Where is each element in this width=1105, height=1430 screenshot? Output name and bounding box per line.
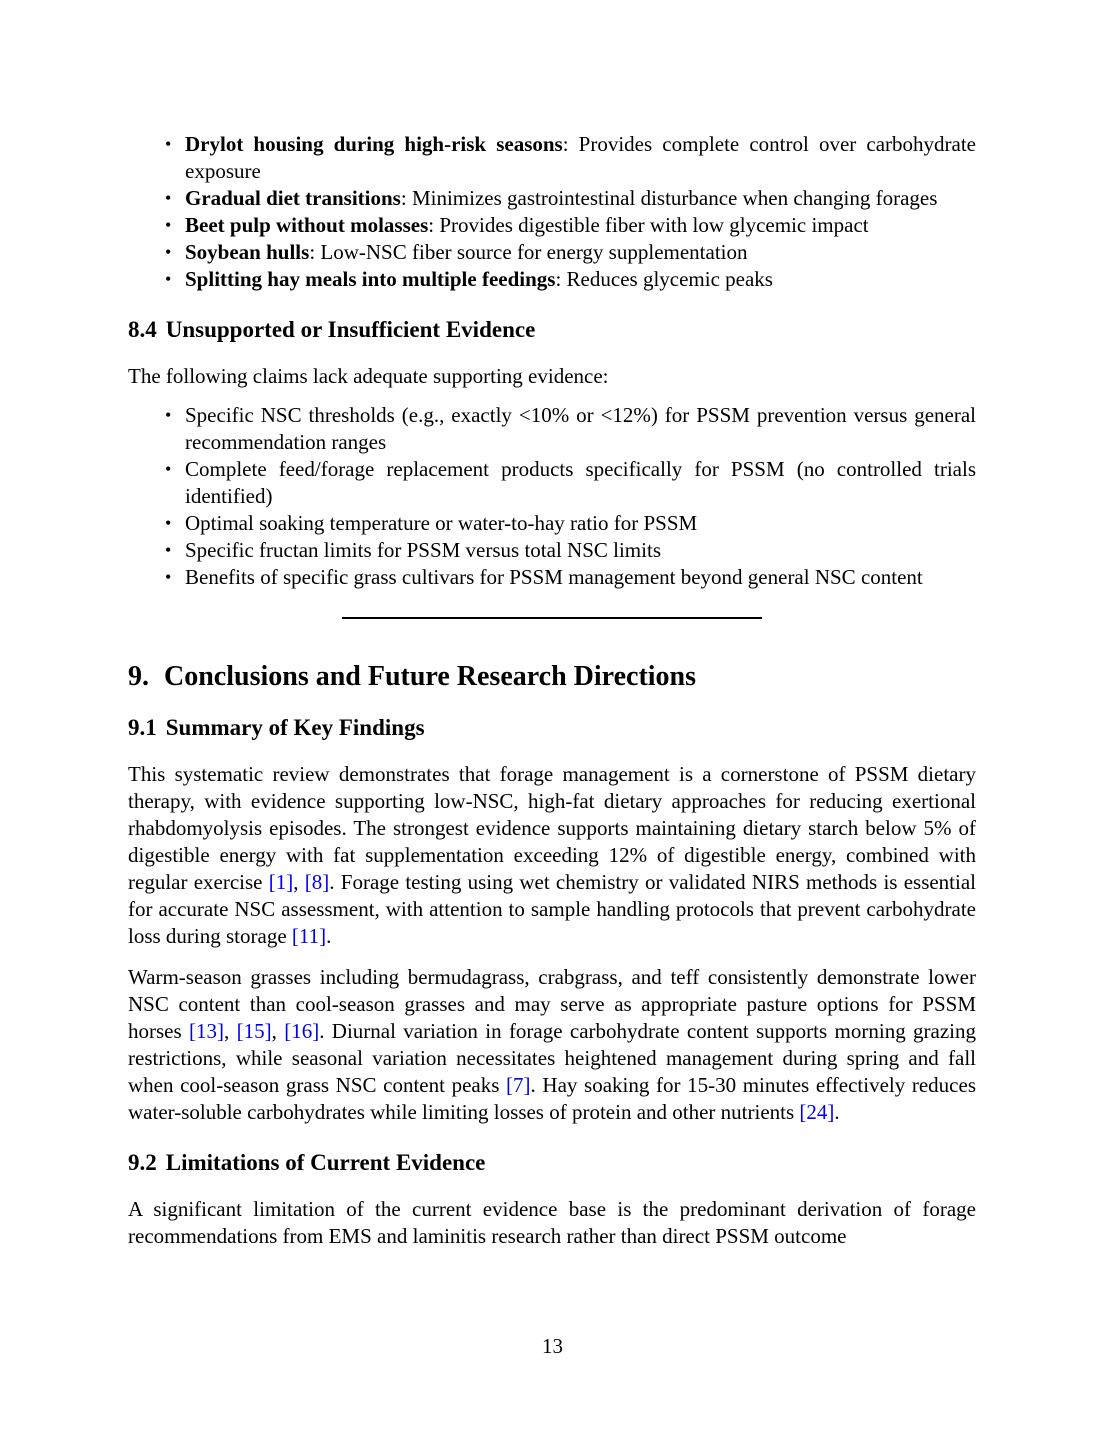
- list-desc: Minimizes gastrointestinal disturbance when changing forages: [411, 186, 938, 210]
- citation-link[interactable]: [1]: [268, 870, 294, 894]
- unsupported-evidence-list: [128, 402, 976, 591]
- list-item: [128, 266, 976, 293]
- heading-number: 9.1: [128, 715, 157, 740]
- text-run: .: [326, 924, 332, 948]
- page-number: 13: [542, 1334, 563, 1358]
- heading-9: [128, 661, 976, 693]
- bullet-icon: •: [165, 567, 172, 587]
- text-run: . Forage testing using wet chemistry or validated NIRS methods is essential for accurate NSC assessment, with attention to sample handling protocols that prevent carbohydrate loss during storage: [128, 870, 977, 948]
- list-text: Specific NSC thresholds (e.g., exactly <10% or <12%) for PSSM prevention versus general recommendation ranges: [185, 403, 976, 454]
- list-term: Drylot housing during high-risk seasons: [185, 132, 563, 156]
- term-separator: :: [562, 132, 579, 156]
- text-run: ,: [224, 1019, 237, 1043]
- list-item: [128, 131, 976, 185]
- bullet-icon: •: [165, 269, 172, 289]
- section-divider: [342, 617, 762, 619]
- text-run: ,: [293, 870, 305, 894]
- limitations-paragraph: A significant limitation of the current evidence base is the predominant derivation of forage recommendations from EMS and laminitis research rather than direct PSSM outcome: [128, 1197, 976, 1248]
- term-separator: :: [309, 240, 321, 264]
- list-item-body: [185, 185, 976, 212]
- list-item: [128, 402, 976, 456]
- list-term: Gradual diet transitions: [185, 186, 401, 210]
- list-item: [128, 456, 976, 510]
- term-separator: :: [428, 213, 440, 237]
- list-term: Soybean hulls: [185, 240, 310, 264]
- list-term: Splitting hay meals into multiple feedings: [185, 267, 556, 291]
- heading-9-1: [128, 715, 976, 741]
- text-run: . Hay soaking for 15-30 minutes effectively reduces water-soluble carbohydrates while limiting losses of protein and other nutrients: [128, 1073, 976, 1124]
- summary-paragraph-1: [128, 761, 976, 950]
- heading-number: 9.2: [128, 1150, 157, 1175]
- heading-title: Unsupported or Insufficient Evidence: [165, 317, 536, 342]
- list-item: [128, 185, 976, 212]
- citation-link[interactable]: [8]: [304, 870, 330, 894]
- list-text: Benefits of specific grass cultivars for PSSM management beyond general NSC content: [185, 565, 923, 589]
- citation-link[interactable]: [7]: [506, 1073, 531, 1097]
- heading-8-4: [128, 317, 976, 343]
- term-separator: :: [555, 267, 567, 291]
- text-run: Warm-season grasses including bermudagrass, crabgrass, and teff consistently demonstrate lower NSC content than cool-season grasses and may serve as appropriate pasture options for PSSM horses: [128, 965, 976, 1043]
- citation-link[interactable]: [13]: [189, 1019, 225, 1043]
- text-run: . Diurnal variation in forage carbohydrate content supports morning grazing restrictions, while seasonal variation necessitates heightened management during spring and fall when cool-season grass NSC content peaks: [128, 1019, 977, 1097]
- text-run: This systematic review demonstrates that forage management is a cornerstone of PSSM dietary therapy, with evidence supporting low-NSC, high-fat dietary approaches for reducing exertional rhabdomyolysis episodes. The strongest evidence supports maintaining dietary starch below 5% of digestible energy with fat supplementation exceeding 12% of digestible energy, combined with regular exercise: [128, 762, 976, 894]
- heading-title: Conclusions and Future Research Directions: [164, 661, 697, 692]
- list-desc: Reduces glycemic peaks: [566, 267, 773, 291]
- bullet-icon: •: [165, 134, 172, 154]
- list-item: [128, 564, 976, 591]
- bullet-icon: •: [165, 540, 172, 560]
- unsupported-evidence-intro: The following claims lack adequate supporting evidence:: [128, 364, 609, 388]
- list-text: Optimal soaking temperature or water-to-hay ratio for PSSM: [185, 511, 698, 535]
- list-desc: Low-NSC fiber source for energy supplementation: [320, 240, 748, 264]
- list-text: Complete feed/forage replacement products specifically for PSSM (no controlled trials identified): [185, 457, 976, 508]
- citation-link[interactable]: [11]: [291, 924, 327, 948]
- term-separator: :: [400, 186, 412, 210]
- list-item: [128, 510, 976, 537]
- list-desc: Provides digestible fiber with low glycemic impact: [439, 213, 869, 237]
- list-item: [128, 537, 976, 564]
- bullet-icon: •: [165, 459, 172, 479]
- heading-number: 9.: [128, 661, 149, 692]
- list-desc: Provides complete control over carbohydrate exposure: [185, 132, 976, 183]
- list-item-body: [185, 131, 976, 185]
- bullet-icon: •: [165, 188, 172, 208]
- text-run: ,: [271, 1019, 285, 1043]
- list-text: Specific fructan limits for PSSM versus total NSC limits: [185, 538, 661, 562]
- bullet-icon: •: [165, 513, 172, 533]
- list-item: [128, 239, 976, 266]
- heading-number: 8.4: [128, 317, 157, 342]
- list-term: Beet pulp without molasses: [185, 213, 429, 237]
- list-item: [128, 212, 976, 239]
- heading-title: Summary of Key Findings: [165, 715, 425, 740]
- bullet-icon: •: [165, 405, 172, 425]
- summary-paragraph-2: [128, 964, 976, 1126]
- management-strategies-list: [128, 131, 976, 293]
- citation-link[interactable]: [16]: [284, 1019, 320, 1043]
- text-run: .: [834, 1100, 840, 1124]
- bullet-icon: •: [165, 215, 172, 235]
- bullet-icon: •: [165, 242, 172, 262]
- citation-link[interactable]: [24]: [799, 1100, 835, 1124]
- list-item-body: [185, 266, 976, 293]
- heading-title: Limitations of Current Evidence: [165, 1150, 486, 1175]
- citation-link[interactable]: [15]: [236, 1019, 272, 1043]
- list-item-body: [185, 239, 976, 266]
- list-item-body: [185, 212, 976, 239]
- heading-9-2: [128, 1150, 976, 1176]
